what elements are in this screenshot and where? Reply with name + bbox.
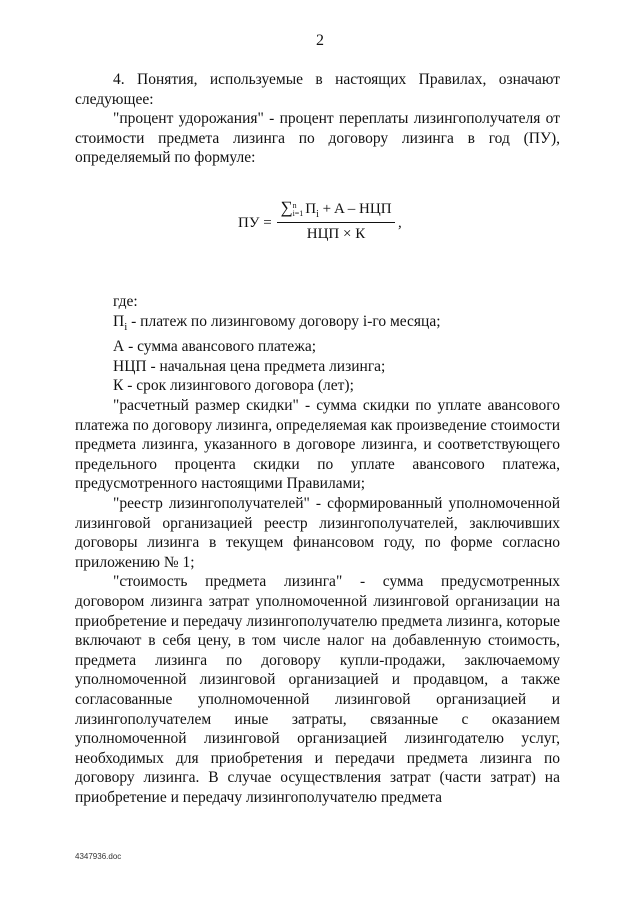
numerator-subscript: i (316, 209, 319, 220)
legend-item: НЦП - начальная цена предмета лизинга; (113, 357, 386, 375)
intro-block (75, 70, 560, 168)
formula-fraction (276, 198, 396, 243)
legend-term: П (113, 312, 125, 330)
formula-lhs: ПУ = (238, 215, 272, 231)
sum-lower-limit: i=1 (292, 208, 304, 218)
formula-denominator: НЦП × К (306, 226, 366, 242)
legend-item: А - сумма авансового платежа; (113, 338, 317, 356)
definitions-block (75, 292, 560, 808)
where-label: где: (113, 293, 138, 310)
sum-symbol: ∑ (280, 198, 293, 217)
footer-filename: 4347936.doc (75, 852, 122, 861)
definition-discount: "расчетный размер скидки" - сумма скидки по уплате авансового платежа по договору лизинга, определяемая как произведение стоимости предмета лизинга, указанного в договоре лизинга, и соответствующего предельного процента скидки по уплате авансового платежа, предусмотренного настоящими Правилами; (75, 397, 560, 493)
legend-item (75, 312, 560, 338)
formula-numerator (276, 198, 396, 222)
page-number: 2 (316, 32, 324, 49)
legend-term-subscript: i (124, 320, 128, 333)
sum-upper-limit: n (292, 200, 297, 210)
legend-text: - платеж по лизинговому договору i-го месяца; (127, 312, 441, 330)
numerator-rest: + A – НЦП (318, 201, 392, 217)
formula-comma: , (398, 215, 402, 231)
sum-limits (293, 202, 304, 218)
legend-item: К - срок лизингового договора (лет); (113, 377, 354, 395)
definition-cost: "стоимость предмета лизинга" - сумма предусмотренных договором лизинга затрат уполномоченной лизинговой организации на приобретение и передачу лизингополучателю предмета лизинга, которые включают в себя цену, в том числе налог на добавленную стоимость, предмета лизинга по договору купли-продажи, заключаемому уполномоченной лизинговой организацией и продавцом, а также согласованные уполномоченной лизинговой организацией и лизингополучателем иные затраты, связанные с оказанием уполномоченной лизинговой организацией лизингодателю услуг, необходимых для приобретения и передачи предмета лизинга по договору лизинга. В случае осуществления затрат (части затрат) на приобретение и передачу лизингополучателю предмета (75, 573, 560, 806)
numerator-term: П (305, 201, 317, 217)
paragraph-intro: 4. Понятия, используемые в настоящих Правилах, означают следующее: (75, 71, 560, 108)
definition-registry: "реестр лизингополучателей" - сформированный уполномоченной лизинговой организацией реестр лизингополучателей, заключивших договоры лизинга в текущем финансовом году, по форме согласно приложению № 1; (75, 495, 560, 571)
definition-percent: "процент удорожания" - процент переплаты лизингополучателя от стоимости предмета лизинга по договору лизинга в год (ПУ), определяемый по формуле: (75, 110, 560, 167)
